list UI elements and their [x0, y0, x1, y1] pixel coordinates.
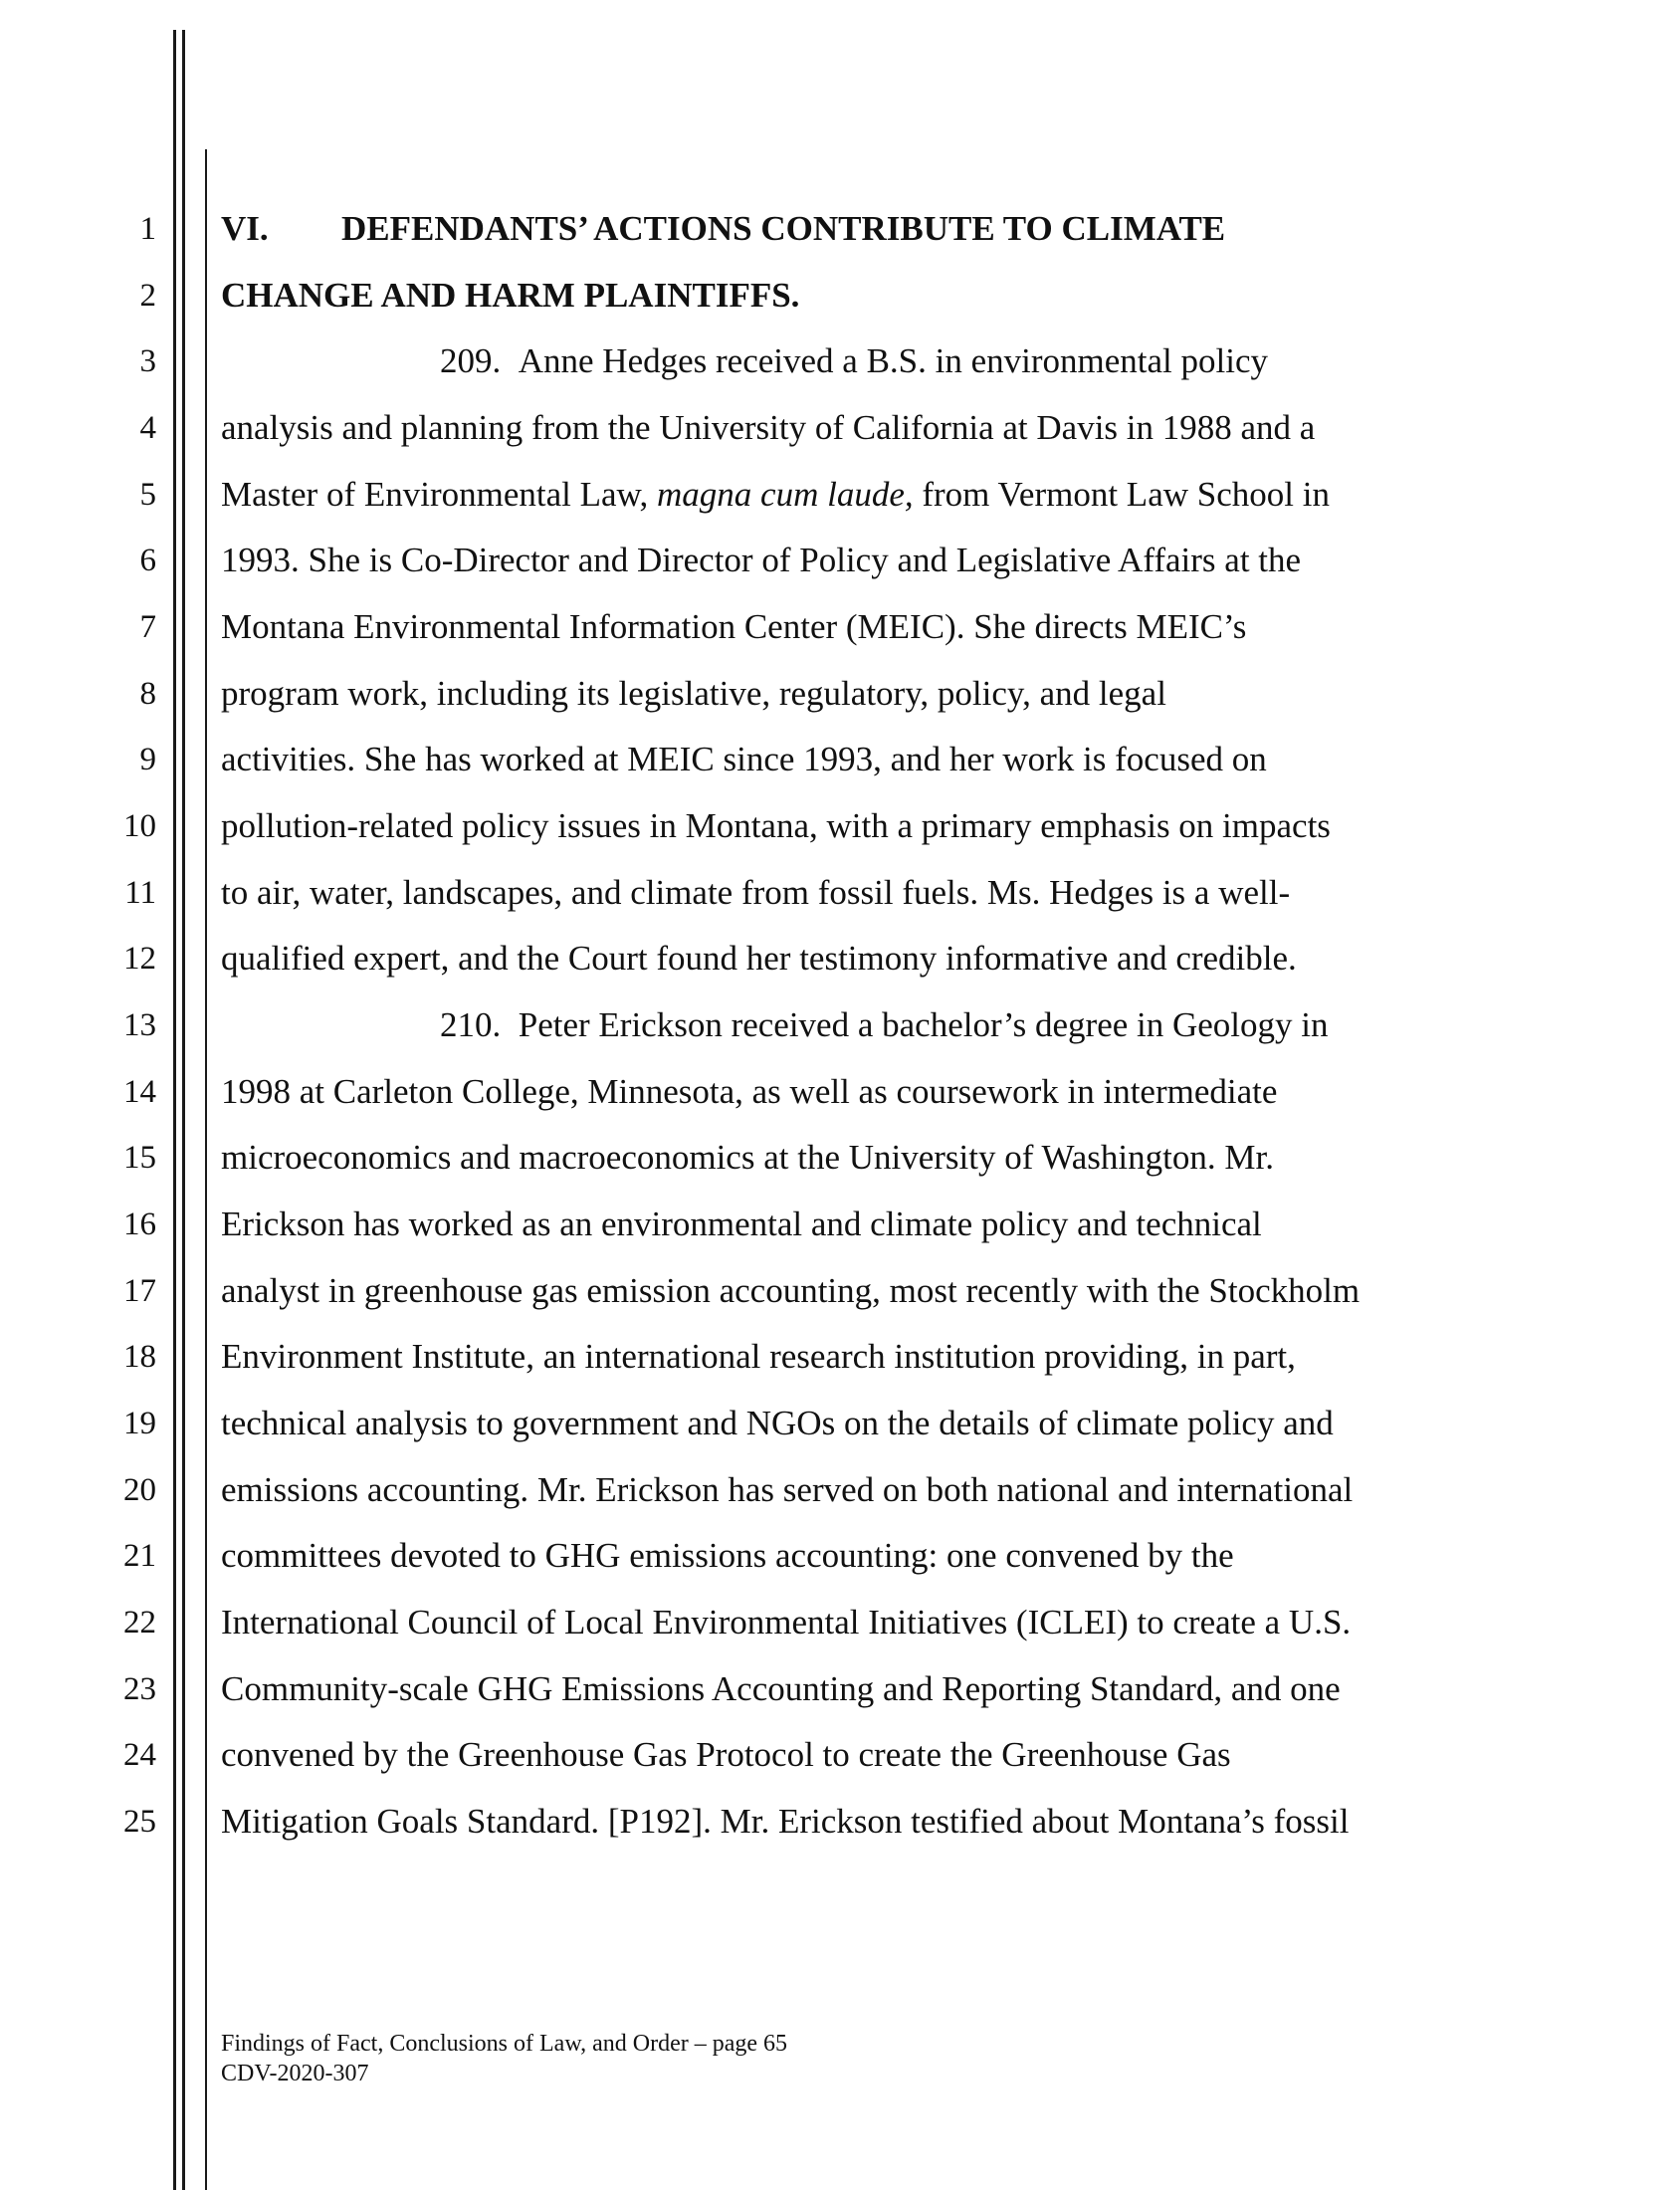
paragraph-text: Anne Hedges received a B.S. in environmental policy — [518, 341, 1269, 380]
line-number: 8 — [139, 676, 156, 712]
line-number: 3 — [139, 343, 156, 379]
paragraph-line: to air, water, landscapes, and climate from fossil fuels. Ms. Hedges is a well- — [221, 873, 1291, 912]
paragraph-line: analyst in greenhouse gas emission accounting, most recently with the Stockholm — [221, 1271, 1361, 1310]
heading-line-2: CHANGE AND HARM PLAINTIFFS. — [221, 276, 800, 315]
paragraph-line: committees devoted to GHG emissions accounting: one convened by the — [221, 1536, 1234, 1575]
line-number: 4 — [139, 410, 156, 446]
paragraph-text: Peter Erickson received a bachelor’s degree in Geology in — [518, 1005, 1329, 1044]
paragraph-line: analysis and planning from the University of California at Davis in 1988 and a — [221, 408, 1316, 447]
heading-line-1 — [221, 206, 1225, 252]
paragraph-number: 210. — [440, 1005, 502, 1044]
paragraph-first-line — [440, 1002, 1329, 1048]
line-number: 19 — [123, 1406, 156, 1441]
line-number: 20 — [123, 1472, 156, 1508]
line-number: 17 — [123, 1273, 156, 1309]
paragraph-line: convened by the Greenhouse Gas Protocol to create the Greenhouse Gas — [221, 1735, 1231, 1774]
paragraph-line: Community-scale GHG Emissions Accounting and Reporting Standard, and one — [221, 1669, 1341, 1708]
line-number: 6 — [139, 543, 156, 578]
paragraph-line: 1998 at Carleton College, Minnesota, as well as coursework in intermediate — [221, 1072, 1278, 1111]
left-margin-rule — [173, 30, 176, 2190]
paragraph-line: Mitigation Goals Standard. [P192]. Mr. Erickson testified about Montana’s fossil — [221, 1802, 1350, 1841]
text-margin-rule — [205, 149, 207, 2190]
line-number: 12 — [123, 941, 156, 977]
paragraph-line: emissions accounting. Mr. Erickson has served on both national and international — [221, 1470, 1354, 1509]
paragraph-line: technical analysis to government and NGOs on the details of climate policy and — [221, 1404, 1334, 1442]
line-number: 14 — [123, 1074, 156, 1110]
footer-title: Findings of Fact, Conclusions of Law, and Order – page 65 — [221, 2031, 788, 2057]
heading-text: DEFENDANTS’ ACTIONS CONTRIBUTE TO CLIMATE — [341, 209, 1226, 248]
latin-honor: magna cum laude, — [657, 475, 914, 514]
line-number: 7 — [139, 609, 156, 645]
line-number: 13 — [123, 1007, 156, 1043]
line-number: 25 — [123, 1804, 156, 1840]
paragraph-line: qualified expert, and the Court found her testimony informative and credible. — [221, 939, 1297, 978]
paragraph-line: microeconomics and macroeconomics at the University of Washington. Mr. — [221, 1138, 1274, 1177]
line-number: 23 — [123, 1671, 156, 1707]
line-number: 9 — [139, 742, 156, 777]
paragraph-line: 1993. She is Co-Director and Director of Policy and Legislative Affairs at the — [221, 541, 1302, 579]
heading-number: VI. — [221, 209, 269, 248]
line-number: 2 — [139, 278, 156, 314]
paragraph-line: Montana Environmental Information Center (MEIC). She directs MEIC’s — [221, 607, 1247, 646]
line-number: 15 — [123, 1140, 156, 1176]
line-number: 22 — [123, 1605, 156, 1641]
line-number: 5 — [139, 477, 156, 513]
line-number: 10 — [123, 808, 156, 844]
footer-case-number: CDV-2020-307 — [221, 2061, 369, 2086]
left-margin-rule — [182, 30, 185, 2190]
line-number: 18 — [123, 1339, 156, 1375]
paragraph-text: from Vermont Law School in — [913, 475, 1330, 514]
paragraph-line: Erickson has worked as an environmental and climate policy and technical — [221, 1204, 1262, 1243]
line-number: 24 — [123, 1737, 156, 1773]
paragraph-line: International Council of Local Environmental Initiatives (ICLEI) to create a U.S. — [221, 1603, 1352, 1642]
line-number: 21 — [123, 1538, 156, 1574]
paragraph-number: 209. — [440, 341, 502, 380]
line-number: 16 — [123, 1206, 156, 1242]
line-number: 1 — [139, 211, 156, 247]
paragraph-first-line — [440, 338, 1268, 384]
paragraph-line: program work, including its legislative, regulatory, policy, and legal — [221, 674, 1166, 713]
paragraph-text: Master of Environmental Law, — [221, 475, 658, 514]
paragraph-line: Environment Institute, an international research institution providing, in part, — [221, 1337, 1296, 1376]
paragraph-line: pollution-related policy issues in Montana, with a primary emphasis on impacts — [221, 806, 1331, 845]
paragraph-line: activities. She has worked at MEIC since 1993, and her work is focused on — [221, 740, 1267, 778]
line-number: 11 — [124, 875, 156, 911]
paragraph-line — [221, 472, 1330, 518]
